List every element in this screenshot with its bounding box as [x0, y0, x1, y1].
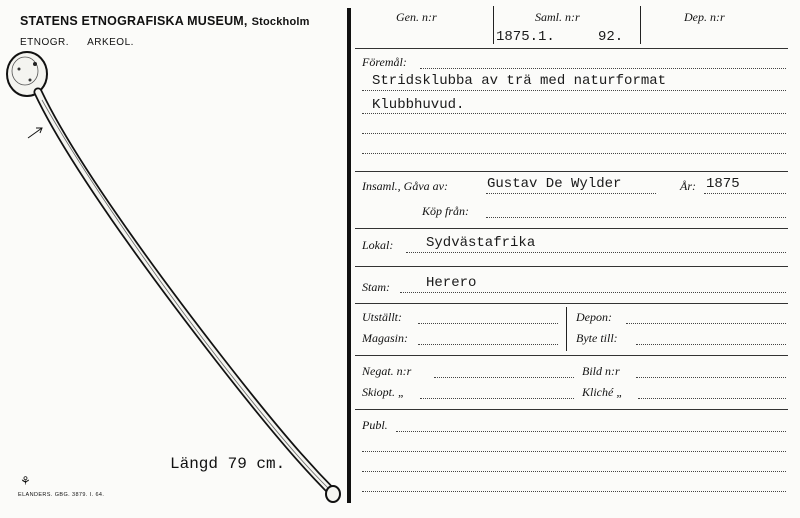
museum-name: STATENS ETNOGRAFISKA MUSEUM,	[20, 14, 248, 28]
lokal-label: Lokal:	[362, 238, 394, 252]
museum-title	[20, 14, 310, 28]
foremal-line	[420, 68, 786, 69]
skiopt-line	[420, 398, 574, 399]
publ-line-4	[362, 491, 786, 492]
foremal-text-1: Stridsklubba av trä med naturformat	[372, 73, 667, 89]
rule-images	[355, 409, 788, 410]
bild-line	[636, 377, 786, 378]
insaml-line	[486, 193, 656, 194]
foremal-label: Föremål:	[362, 55, 407, 69]
ar-label: År:	[680, 179, 696, 193]
dept-etnogr: ETNOGR.	[20, 37, 70, 48]
negat-line	[434, 377, 574, 378]
rule-storage	[355, 355, 788, 356]
storage-divider	[566, 307, 567, 351]
negat-label: Negat. n:r	[362, 364, 412, 378]
kliche-label: Kliché „	[582, 385, 623, 399]
insaml-value: Gustav De Wylder	[487, 176, 622, 192]
publ-label: Publ.	[362, 418, 388, 432]
foremal-text-2: Klubbhuvud.	[372, 97, 465, 113]
arrow-icon	[28, 128, 42, 138]
publ-line-1	[396, 431, 786, 432]
club-drawing	[0, 40, 350, 510]
skiopt-label: Skiopt. „	[362, 385, 405, 399]
byte-label: Byte till:	[576, 331, 618, 345]
kop-fran-line	[486, 217, 786, 218]
publ-line-3	[362, 471, 786, 472]
foremal-line-5	[362, 153, 786, 154]
lokal-value: Sydvästafrika	[426, 235, 536, 251]
printer-imprint: ELANDERS. GBG. 3879. I. 64.	[18, 492, 105, 498]
utstallt-line	[418, 323, 558, 324]
foremal-line-2	[362, 90, 786, 91]
foremal-line-3	[362, 113, 786, 114]
foremal-line-4	[362, 133, 786, 134]
dept-arkeol: ARKEOL.	[87, 37, 134, 48]
saml-nr-number: 92.	[598, 29, 624, 45]
rule-foremal	[355, 171, 788, 172]
bild-label: Bild n:r	[582, 364, 620, 378]
rule-lokal	[355, 266, 788, 267]
museum-city: Stockholm	[251, 16, 310, 28]
stam-line	[400, 292, 786, 293]
byte-line	[636, 344, 786, 345]
insaml-label: Insaml., Gåva av:	[362, 179, 448, 193]
kop-fran-label: Köp från:	[422, 204, 470, 218]
gen-nr-label: Gen. n:r	[396, 10, 437, 24]
publ-line-2	[362, 451, 786, 452]
magasin-line	[418, 344, 558, 345]
dep-nr-label: Dep. n:r	[684, 10, 725, 24]
lokal-line	[406, 252, 786, 253]
depon-line	[626, 323, 786, 324]
rule-stam	[355, 303, 788, 304]
utstallt-label: Utställt:	[362, 310, 403, 324]
rule-insaml	[355, 228, 788, 229]
stam-value: Herero	[426, 275, 477, 291]
rule-header	[355, 48, 788, 49]
card-margin-rule	[347, 8, 351, 503]
war-club-illustration	[7, 52, 340, 502]
stam-label: Stam:	[362, 280, 390, 294]
ar-value: 1875	[706, 176, 740, 192]
printer-logo-icon: ⚘	[20, 474, 31, 488]
saml-nr-year: 1875.1.	[496, 29, 555, 45]
saml-nr-label: Saml. n:r	[535, 10, 580, 24]
magasin-label: Magasin:	[362, 331, 408, 345]
ar-line	[704, 193, 786, 194]
depon-label: Depon:	[576, 310, 612, 324]
length-note: Längd 79 cm.	[170, 455, 286, 473]
kliche-line	[638, 398, 786, 399]
